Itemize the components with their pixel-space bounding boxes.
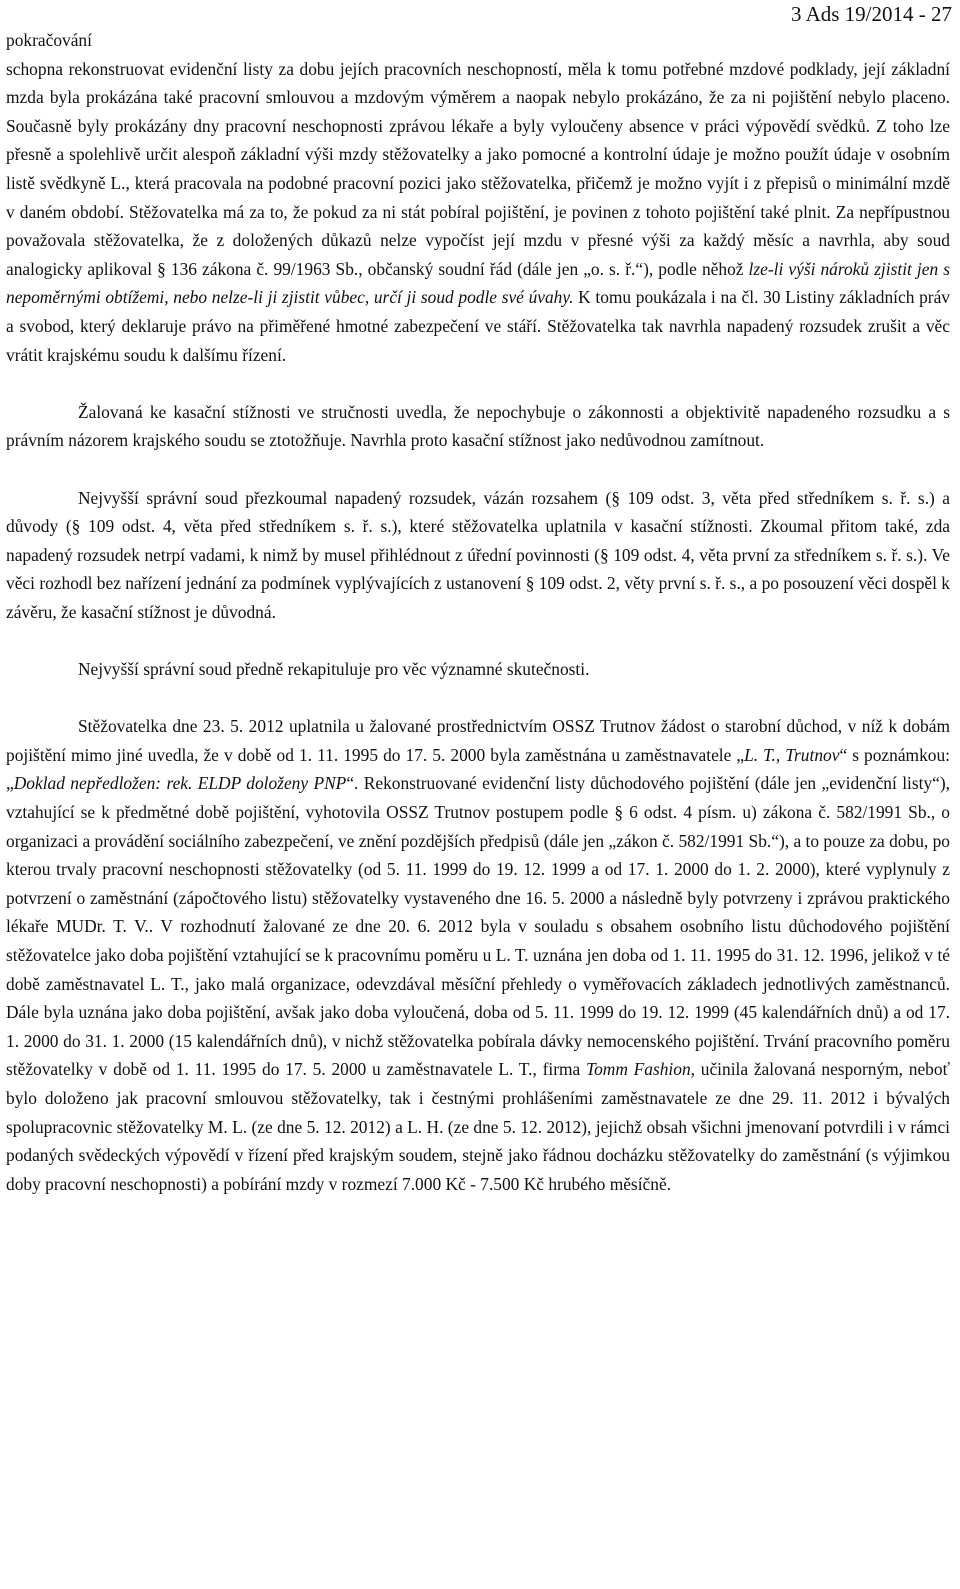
text-run: Nejvyšší správní soud přezkoumal napadený rozsudek, vázán rozsahem (§ 109 odst. 3, věta před středníkem s. ř. s.) a důvody (§ 109 odst. 4, věta před středníkem s. ř. s.), které stěžovatelka uplatnila v kasační stížnosti. Zkoumal přitom také, zda napadený rozsudek netrpí vadami, k nimž by musel přihlédnout z úřední povinnosti (§ 109 odst. 4, věta první za středníkem s. ř. s.). Ve věci rozhodl bez nařízení jednání za podmínek vyplývajících z ustanovení § 109 odst. 2, věty první s. ř. s., a po posouzení věci dospěl k závěru, že kasační stížnost je důvodná. <box>6 487 950 622</box>
text-run: , učinila žalovaná nesporným, neboť bylo doloženo jak pracovní smlouvou stěžovatelky, tak i čestnými prohlášeními zaměstnavatele ze dne 29. 11. 2012 i bývalých spolupracovnic stěžovatelky M. L. (ze dne 5. 12. 2012) a L. H. (ze dne 5. 12. 2012), jejichž obsah všichni jmenovaní potvrdili i v rámci podaných svědeckých výpovědí v řízení před krajským soudem, stejně jako řádnou docházku stěžovatelky do zaměstnání (s výjimkou doby pracovní neschopnosti) a pobírání mzdy v rozmezí 7.000 Kč - 7.500 Kč hrubého měsíčně. <box>6 1059 950 1194</box>
italic-text-run: L. T., Trutnov <box>744 744 840 765</box>
text-run: K tomu poukázala i na čl. 30 Listiny základních práv a svobod, který deklaruje právo na přiměřené hmotné zabezpečení ve stáří. Stěžovatelka tak navrhla napadený rozsudek zrušit a věc vrátit krajskému soudu k dalšímu řízení. <box>6 287 950 365</box>
paragraph-4 <box>6 655 950 684</box>
continuation-label: pokračování <box>6 30 92 50</box>
paragraph-1 <box>6 55 950 370</box>
text-run: Žalovaná ke kasační stížnosti ve stručnosti uvedla, že nepochybuje o zákonnosti a objektivitě napadeného rozsudku a s právním názorem krajského soudu se ztotožňuje. Navrhla proto kasační stížnost jako nedůvodnou zamítnout. <box>6 401 950 451</box>
text-run: Nejvyšší správní soud předně rekapituluje pro věc významné skutečnosti. <box>78 659 590 680</box>
paragraph-3 <box>6 484 950 627</box>
text-run: schopna rekonstruovat evidenční listy za dobu jejích pracovních neschopností, měla k tomu potřebné mzdové podklady, její základní mzda byla prokázána také pracovní smlouvou a mzdovým výměrem a naopak nebylo prokázáno, že za ni pojištění nebylo placeno. Současně byly prokázány dny pracovní neschopnosti zprávou lékaře a byly vyloučeny absence v práci výpovědí svědků. Z toho lze přesně a spolehlivě určit alespoň základní výši mzdy stěžovatelky a jako pomocné a kontrolní údaje je možno použít údaje v osobním listě svědkyně L., která pracovala na podobné pracovní pozici jako stěžovatelka, přičemž je možno vyjít i z přepisů o minimální mzdě v daném období. Stěžovatelka má za to, že pokud za ni stát pobíral pojištění, je povinen z tohoto pojištění také plnit. Za nepřípustnou považovala stěžovatelka, že z doložených důkazů nelze vypočíst její mzdu v přesné výši za každý měsíc a navrhla, aby soud analogicky aplikoval § 136 zákona č. 99/1963 Sb., občanský soudní řád (dále jen „o. s. ř.“), podle něhož <box>6 58 950 279</box>
text-run: “ s poznámkou: „ <box>6 744 950 794</box>
text-run: “. Rekonstruované evidenční listy důchodového pojištění (dále jen „evidenční listy“), vztahující se k předmětné době pojištění, vyhotovila OSSZ Trutnov postupem podle § 6 odst. 4 písm. u) zákona č. 582/1991 Sb., o organizaci a provádění sociálního zabezpečení, ve znění pozdějších předpisů (dále jen „zákon č. 582/1991 Sb.“), a to pouze za dobu, po kterou trvaly pracovní neschopnosti stěžovatelky (od 5. 11. 1999 do 19. 12. 1999 a od 17. 1. 2000 do 1. 2. 2000), které vyplynuly z potvrzení o zaměstnání (zápočtového listu) stěžovatelky vystaveného dne 16. 5. 2000 a následně byly potvrzeny i zprávou praktického lékaře MUDr. T. V.. V rozhodnutí žalované ze dne 20. 6. 2012 byla v souladu s obsahem osobního listu důchodového pojištění stěžovatelce jako doba pojištění vztahující se k pracovnímu poměru u L. T. uznána jen doba od 1. 11. 1995 do 31. 12. 1996, jelikož v té době zaměstnavatel L. T., jako malá organizace, odevzdával měsíční přehledy o vyměřovacích základech jednotlivých zaměstnanců. Dále byla uznána jako doba pojištění, avšak jako doba vyloučená, doba od 5. 11. 1999 do 19. 12. 1999 (45 kalendářních dnů) a od 17. 1. 2000 do 31. 1. 2000 (15 kalendářních dnů), v nichž stěžovatelka pobírala dávky nemocenského pojištění. Trvání pracovního poměru stěžovatelky v době od 1. 11. 1995 do 17. 5. 2000 u zaměstnavatele L. T., firma <box>6 773 951 1080</box>
paragraph-2 <box>6 398 950 455</box>
text-run: Stěžovatelka dne 23. 5. 2012 uplatnila u žalované prostřednictvím OSSZ Trutnov žádost o starobní důchod, v níž k dobám pojištění mimo jiné uvedla, že v době od 1. 11. 1995 do 17. 5. 2000 byla zaměstnána u zaměstnavatele „ <box>6 716 950 765</box>
case-number: 3 Ads 19/2014 - 27 <box>790 2 952 26</box>
italic-text-run: Doklad nepředložen: rek. ELDP doloženy PNP <box>13 773 347 794</box>
paragraph-5 <box>6 712 950 1198</box>
italic-text-run: lze-li výši nároků zjistit jen s nepoměrnými obtížemi, nebo nelze-li ji zjistit vůbec, určí ji soud podle své úvahy. <box>6 258 950 308</box>
italic-text-run: Tomm Fashion <box>586 1059 691 1080</box>
document-body <box>6 26 950 1198</box>
